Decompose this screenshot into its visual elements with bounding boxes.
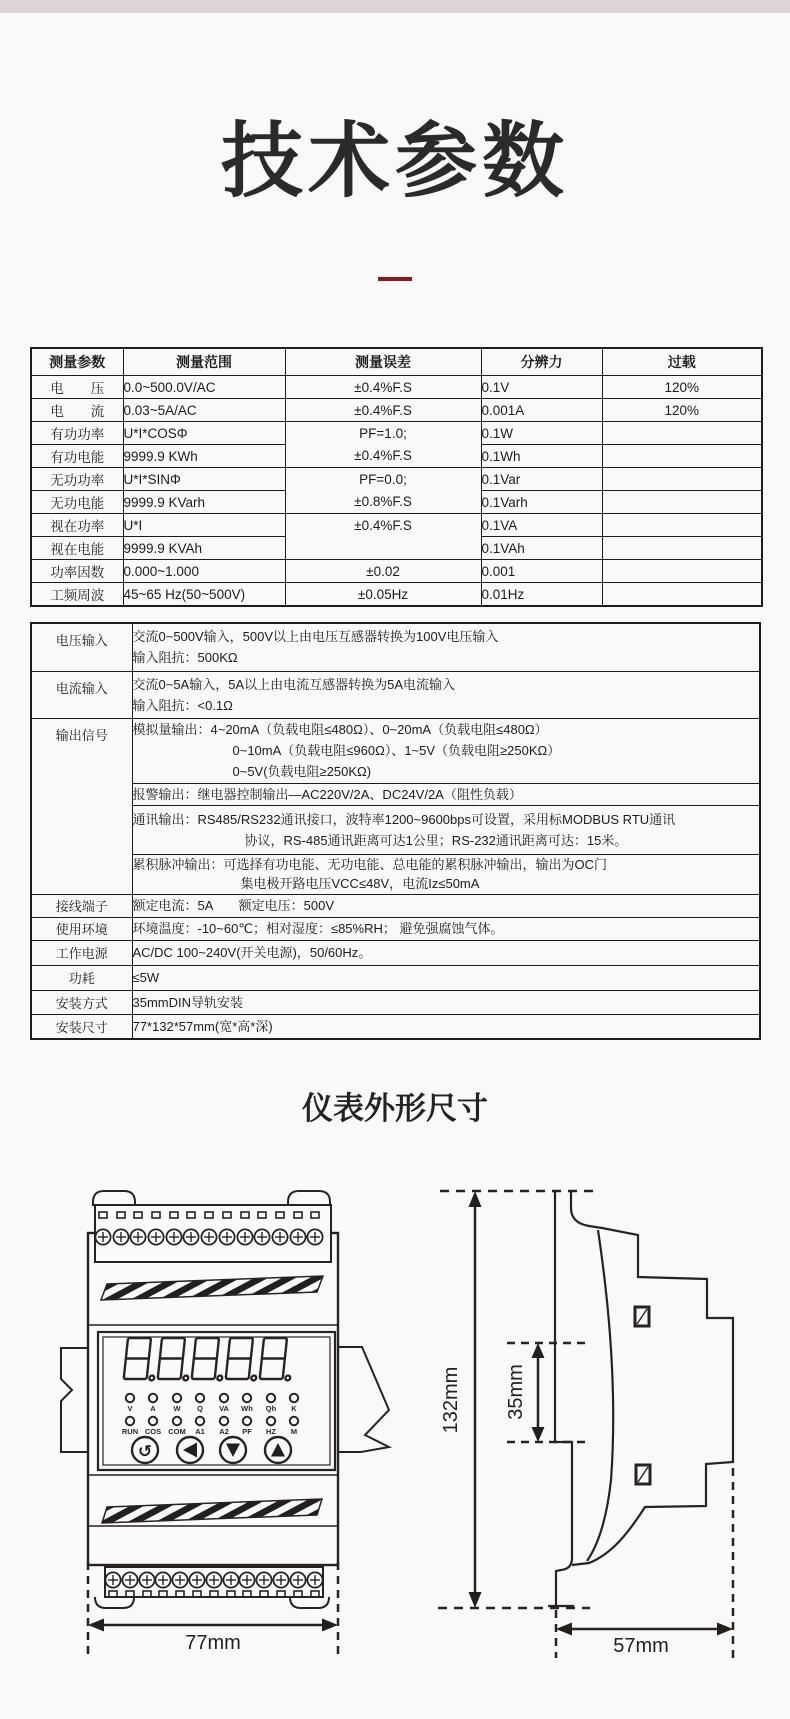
cell-range: 9999.9 KVarh xyxy=(123,491,285,514)
cell-resolution: 0.1VAh xyxy=(481,537,602,560)
cell-label: 工作电源 xyxy=(31,940,132,965)
cell-content xyxy=(132,990,760,1014)
column-header: 过载 xyxy=(602,348,762,376)
cell-content xyxy=(132,805,760,854)
cell-label: 安装方式 xyxy=(31,990,132,1014)
cell-resolution: 0.1W xyxy=(481,422,602,445)
cell-error-merged xyxy=(285,514,481,560)
table-row xyxy=(31,399,762,422)
column-header: 测量范围 xyxy=(123,348,285,376)
dimension-drawing xyxy=(45,1080,745,1680)
bottom-ear-right xyxy=(290,1597,329,1608)
cell-param: 无功功率 xyxy=(31,468,123,491)
cell-content xyxy=(132,894,760,917)
page-title: 技术参数 xyxy=(220,116,569,207)
table-row xyxy=(31,422,762,445)
table-row xyxy=(31,623,760,671)
measurement-spec-table xyxy=(30,347,763,607)
cell-label: 使用环境 xyxy=(31,917,132,940)
rotate-icon: ↺ xyxy=(137,1442,153,1462)
content-line: 交流0~500V输入，500V以上由电压互感器转换为100V电压输入 xyxy=(132,629,499,645)
cell-label: 安装尺寸 xyxy=(31,1014,132,1039)
cell-resolution: 0.001A xyxy=(481,399,602,422)
cell-resolution: 0.1Var xyxy=(481,468,602,491)
cell-content xyxy=(132,965,760,990)
content-line: 35mmDIN导轨安装 xyxy=(132,994,244,1010)
bottom-ear-left xyxy=(95,1597,134,1608)
cell-param: 有功功率 xyxy=(31,422,123,445)
table-row xyxy=(31,718,760,783)
content-line: 模拟量输出：4~20mA（负载电阻≤480Ω）、0~20mA（负载电阻≤480Ω） xyxy=(132,722,548,737)
din-rail-right xyxy=(338,1347,389,1452)
cell-range: U*I*COSΦ xyxy=(123,422,285,445)
content-line: 输入阻抗：500KΩ xyxy=(132,650,238,666)
led-label: A xyxy=(150,1404,156,1413)
cell-param: 工频周波 xyxy=(31,583,123,607)
cell-param: 有功电能 xyxy=(31,445,123,468)
cell-content xyxy=(132,623,760,671)
led-label: COS xyxy=(144,1427,162,1436)
cell-error: ±0.4%F.S xyxy=(285,376,481,399)
table-row xyxy=(31,468,762,491)
cell-range: 0.000~1.000 xyxy=(123,560,285,583)
front-view xyxy=(61,1191,389,1657)
cell-param: 视在功率 xyxy=(31,514,123,537)
table-row xyxy=(31,583,762,607)
content-line: ≤5W xyxy=(132,970,160,985)
cell-range: U*I xyxy=(123,514,285,537)
content-line: 协议，RS-485通讯距离可达1公里；RS-232通讯距离可达：15米。 xyxy=(244,832,628,848)
cell-resolution: 0.1Wh xyxy=(481,445,602,468)
content-line: 通讯输出：RS485/RS232通讯接口，波特率1200~9600bps可设置，采用标MODBUS RTU通讯 xyxy=(132,811,676,827)
cell-param: 电 压 xyxy=(31,376,123,399)
cell-error-line: ±0.4%F.S xyxy=(354,447,412,463)
content-line: 0~10mA（负载电阻≤960Ω）、1~5V（负载电阻≥250KΩ） xyxy=(232,743,561,758)
cell-overload xyxy=(602,537,762,560)
content-line: AC/DC 100~240V(开关电源)，50/60Hz。 xyxy=(132,945,372,960)
content-line: 环境温度：-10~60℃；相对湿度：≤85%RH； 避免强腐蚀气体。 xyxy=(132,921,504,936)
cell-label: 电压输入 xyxy=(31,623,132,671)
cell-error-line: ±0.8%F.S xyxy=(354,493,412,509)
cell-overload xyxy=(602,491,762,514)
table-row xyxy=(31,1014,760,1039)
table-row xyxy=(31,514,762,537)
cell-param: 功率因数 xyxy=(31,560,123,583)
dim-depth-label: 57mm xyxy=(613,1635,669,1657)
cell-range: 0.0~500.0V/AC xyxy=(123,376,285,399)
cell-overload: 120% xyxy=(602,399,762,422)
cell-content xyxy=(132,1014,760,1039)
cell-content xyxy=(132,940,760,965)
cell-range: 9999.9 KWh xyxy=(123,445,285,468)
cell-resolution: 0.1Varh xyxy=(481,491,602,514)
cell-resolution: 0.1VA xyxy=(481,514,602,537)
cell-error-line: PF=1.0; xyxy=(359,425,407,441)
cell-label: 输出信号 xyxy=(31,718,132,894)
io-spec-table xyxy=(30,622,761,1040)
section-title: 仪表外形尺寸 xyxy=(302,1091,488,1126)
cell-overload: 120% xyxy=(602,376,762,399)
led-label: V xyxy=(127,1404,133,1413)
top-ear-right xyxy=(288,1191,330,1206)
led-label: HZ xyxy=(266,1427,276,1436)
content-line: 额定电流：5A 额定电压：500V xyxy=(132,898,335,913)
led-label: COM xyxy=(168,1427,186,1436)
led-label: Wh xyxy=(241,1404,253,1413)
cell-param: 无功电能 xyxy=(31,491,123,514)
cell-overload xyxy=(602,514,762,537)
cell-error-merged xyxy=(285,422,481,468)
cell-label: 功耗 xyxy=(31,965,132,990)
led-label: K xyxy=(291,1404,297,1413)
table-row xyxy=(31,376,762,399)
cell-param: 视在电能 xyxy=(31,537,123,560)
cell-range: U*I*SINΦ xyxy=(123,468,285,491)
top-strip xyxy=(0,0,790,13)
table-row xyxy=(31,560,762,583)
accent-underline xyxy=(378,277,412,281)
led-label: Qh xyxy=(265,1404,277,1413)
dim-rail-label: 35mm xyxy=(505,1364,527,1420)
cell-error-line: PF=0.0; xyxy=(359,471,407,487)
cell-range: 0.03~5A/AC xyxy=(123,399,285,422)
table-row xyxy=(31,854,760,894)
led-label: VA xyxy=(219,1404,229,1413)
cell-error: ±0.4%F.S xyxy=(285,399,481,422)
cell-overload xyxy=(602,468,762,491)
table-row xyxy=(31,783,760,805)
dim-height-label: 132mm xyxy=(440,1366,462,1434)
cell-error-line: ±0.4%F.S xyxy=(354,517,412,533)
content-line: 报警输出：继电器控制输出—AC220V/2A、DC24V/2A（阻性负载） xyxy=(132,786,522,802)
table-row xyxy=(31,940,760,965)
led-label: Q xyxy=(197,1404,203,1413)
content-line: 77*132*57mm(宽*高*深) xyxy=(132,1018,273,1034)
cell-resolution: 0.1V xyxy=(481,376,602,399)
table-row xyxy=(31,805,760,854)
content-line: 集电极开路电压VCC≤48V，电流Iz≤50mA xyxy=(240,876,480,891)
dim-height xyxy=(440,1191,482,1608)
side-view xyxy=(438,1191,733,1658)
cell-error: ±0.02 xyxy=(285,560,481,583)
cell-content xyxy=(132,671,760,718)
cell-error-line xyxy=(286,537,481,559)
cell-overload xyxy=(602,583,762,607)
table-row xyxy=(31,990,760,1014)
column-header: 测量参数 xyxy=(31,348,123,376)
column-header: 测量误差 xyxy=(285,348,481,376)
table-row xyxy=(31,894,760,917)
table-header-row xyxy=(31,348,762,376)
table-row xyxy=(31,917,760,940)
table-row xyxy=(31,671,760,718)
cell-range: 45~65 Hz(50~500V) xyxy=(123,583,285,607)
cell-resolution: 0.001 xyxy=(481,560,602,583)
cell-overload xyxy=(602,560,762,583)
cell-range: 9999.9 KVAh xyxy=(123,537,285,560)
led-label: PF xyxy=(242,1427,252,1436)
cell-label: 电流输入 xyxy=(31,671,132,718)
cell-content xyxy=(132,854,760,894)
content-line: 0~5V(负载电阻≥250KΩ) xyxy=(232,764,372,779)
cell-param: 电 流 xyxy=(31,399,123,422)
din-rail-left xyxy=(61,1348,88,1452)
table-row xyxy=(31,965,760,990)
led-label: RUN xyxy=(121,1427,139,1436)
led-label: W xyxy=(173,1404,181,1413)
cell-overload xyxy=(602,445,762,468)
cell-error-merged xyxy=(285,468,481,514)
cell-label: 接线端子 xyxy=(31,894,132,917)
content-line: 累积脉冲输出：可选择有功电能、无功电能、总电能的累积脉冲输出，输出为OC门 xyxy=(132,857,608,872)
dim-rail xyxy=(505,1343,585,1442)
side-profile xyxy=(548,1191,733,1606)
cell-overload xyxy=(602,422,762,445)
cell-content xyxy=(132,783,760,805)
led-label: A1 xyxy=(195,1427,205,1436)
cell-error: ±0.05Hz xyxy=(285,583,481,607)
cell-resolution: 0.01Hz xyxy=(481,583,602,607)
cell-content xyxy=(132,917,760,940)
dim-width-label: 77mm xyxy=(185,1632,241,1654)
led-label: A2 xyxy=(219,1427,229,1436)
top-ear-left xyxy=(93,1191,135,1206)
content-line: 交流0~5A输入，5A以上由电流互感器转换为5A电流输入 xyxy=(132,676,456,692)
cell-content xyxy=(132,718,760,783)
column-header: 分辨力 xyxy=(481,348,602,376)
led-label: M xyxy=(290,1427,298,1436)
content-line: 输入阻抗：<0.1Ω xyxy=(132,697,233,713)
